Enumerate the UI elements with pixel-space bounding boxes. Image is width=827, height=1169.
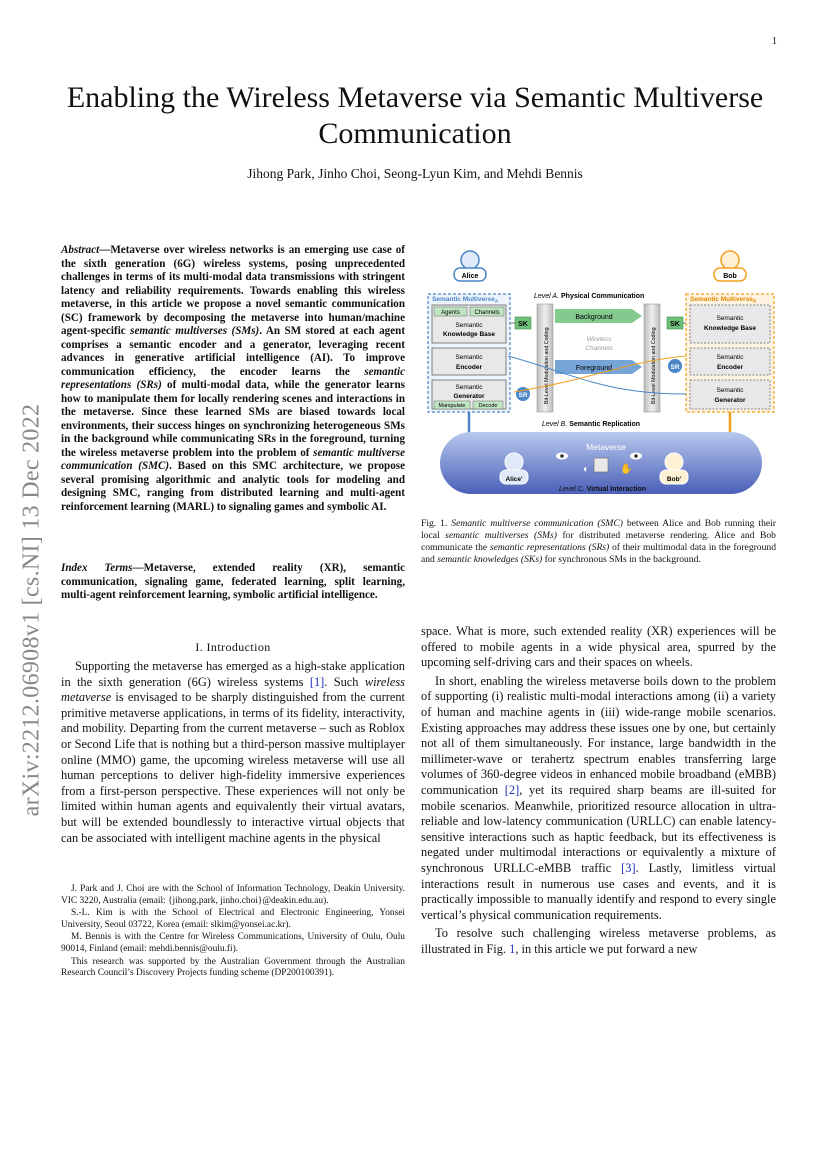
svg-text:SK: SK xyxy=(518,321,528,328)
svg-text:SR: SR xyxy=(518,392,528,399)
paragraph: space. What is more, such extended reality (XR) experiences will be offered to mobile agents in a wide physical area, spurred by the upcoming self-driving cars and their spaces on wheels. xyxy=(421,624,776,670)
gen-a-line2: Generator xyxy=(453,393,485,400)
gen-b-line1: Semantic xyxy=(716,387,744,394)
citation-link[interactable]: [2] xyxy=(504,782,520,797)
generator-b xyxy=(690,380,770,409)
enc-a-line1: Semantic xyxy=(455,354,483,361)
kb-a-line1: Semantic xyxy=(455,322,483,329)
svg-text:SK: SK xyxy=(670,321,680,328)
wireless-channels-line1: Wireless xyxy=(586,336,612,343)
gen-b-line2: Generator xyxy=(714,397,746,404)
decode-label: Decode xyxy=(478,403,498,409)
bob-prime-label: Bob' xyxy=(666,476,682,483)
semantic-multiverse-a-title: Semantic Multiverse$_A$ xyxy=(432,296,499,304)
figure-link[interactable]: 1 xyxy=(509,941,516,956)
kb-a-line2: Knowledge Base xyxy=(442,331,496,338)
footnote: M. Bennis is with the Centre for Wireless Communications, University of Oulu, Oulu 90014, Finland (email: mehdi.bennis@oulu.fi). xyxy=(61,932,405,954)
kb-b-line2: Knowledge Base xyxy=(703,325,757,332)
gen-a-line1: Semantic xyxy=(455,384,483,391)
citation-link[interactable]: [1] xyxy=(309,674,325,689)
abstract: Abstract—Metaverse over wireless networks is an emerging use case of the sixth generation (6G) wireless systems, posing unprecedented challenges in terms of its multi-modal data transmissions with stringent latency and reliability requirements. Towards enabling this wireless metaverse, in this article we propose a novel semantic communication (SC) framework by decomposing the metaverse into human/machine agent-specific semantic multiverses (SMs). An SM stored at each agent comprises a semantic encoder and a generator, leveraging recent advances in generative artificial intelligence (AI). To improve communication efficiency, the encoder learns the semantic representations (SRs) of multi-modal data, while the generator learns how to manipulate them for locally rendering scenes and interactions in the metaverse. Since these learned SMs are biased towards local environments, their success hinges on synchronizing heterogeneous SMs in the background while communicating SRs in the foreground, turning the wireless metaverse problem into the problem of semantic multiverse communication (SMC). Based on this SMC architecture, we propose several promising algorithmic and analytic tools for modeling and designing SMC, ranging from distributed learning and multi-agent reinforcement learning (MARL) to signaling games and symbolic AI. xyxy=(61,244,406,513)
figure-smc-diagram xyxy=(424,244,778,506)
hand-icon: ✋ xyxy=(620,464,633,475)
bob-label: Bob xyxy=(723,273,737,280)
eye-icon xyxy=(556,453,568,460)
alice-label: Alice xyxy=(461,273,479,280)
paragraph: To resolve such challenging wireless metaverse problems, as illustrated in Fig. 1, in this article we put forward a new xyxy=(421,926,776,956)
svg-text:Bit-Level Modulation and Codin: Bit-Level Modulation and Coding xyxy=(651,327,657,404)
ear-icon: ◖ xyxy=(582,464,589,475)
channels-label: Channels xyxy=(474,310,500,316)
right-column-body xyxy=(421,624,776,960)
alice-prime-label: Alice' xyxy=(505,476,523,483)
foreground-label: Foreground xyxy=(575,365,613,372)
level-b-label: Level B. Semantic Replication xyxy=(542,421,641,428)
page-number: 1 xyxy=(772,36,777,47)
kb-b-line1: Semantic xyxy=(716,315,744,322)
cube-object-icon xyxy=(594,458,608,472)
background-label: Background xyxy=(575,314,613,321)
svg-text:SR: SR xyxy=(670,364,680,371)
footnote: S.-L. Kim is with the School of Electrical and Electronic Engineering, Yonsei University, Seoul 03722, Korea (email: slkim@yonsei.ac.kr). xyxy=(61,908,405,930)
paper-title: Enabling the Wireless Metaverse via Semantic Multiverse Communication xyxy=(66,81,764,150)
wireless-channels-line2: Channels xyxy=(585,345,613,352)
enc-a-line2: Encoder xyxy=(455,364,483,371)
enc-b-line2: Encoder xyxy=(716,364,744,371)
introduction-paragraph: Supporting the metaverse has emerged as a high-stake application in the sixth generation (6G) wireless systems [1]. Such wireless metaverse is envisaged to be sharply distinguished from the current primitive metaverse applications, in terms of its fidelity, interactivity, and mobility. Departing from the current metaverse – such as Roblox or Second Life that is nothing but a third-person massive multiplayer online (MMO) game, the upcoming wireless metaverse will use all human perceptions to deliver high-fidelity immersive experiences from a first-person perspective. These experiences will not only be limited within human agents and equivalently their virtual avatars, but will be extended boundlessly to interactive virtual objects that can be associated with intelligent machine agents in the physical xyxy=(61,659,405,845)
footnote: This research was supported by the Australian Government through the Australian Research Council’s Discovery Projects funding scheme (DP200100391). xyxy=(61,956,405,979)
figure-caption: Fig. 1. Semantic multiverse communication (SMC) between Alice and Bob running their local semantic multiverses (SMs) for distributed metaverse rendering. Alice and Bob communicate the semantic representations (SRs) of their multimodal data in the foreground and semantic knowledges (SKs) for synchronous SMs in the background. xyxy=(421,518,776,565)
footnote: J. Park and J. Choi are with the School of Information Technology, Deakin University. VIC 3220, Australia (email: {jihong.park, jinho.choi}@deakin.edu.au). xyxy=(61,884,405,906)
paragraph: In short, enabling the wireless metaverse boils down to the problem of supporting (i) realistic multi-modal interactions among (ii) a variety of human and machine agents in (iii) wide-range mobile scenarios. Existing approaches may address these issues one by one, but certainly not all of them simultaneously. For instance, large bandwidth in the millimeter-wave or terahertz spectrum enables transferring large volumes of 360-degree videos in enhanced mobile broadband (eMBB) communication [2], yet its required sharp beams are ill-suited for mobile scenarios. Meanwhile, prioritized resource allocation in ultra-reliable and low-latency communication (URLLC) can enable latency-sensitive interactions such as haptic feedback, but its effectiveness is negated under multimodal interactions or equivalently a mixture of synchronous URLLC-eMBB traffic [3]. Lastly, limitless virtual interactions result in numerous use cases and events, and it is practically impossible to manually identify and respond to every single vertical’s physical communication requirements. xyxy=(421,673,776,922)
semantic-multiverse-b-title: Semantic Multiverse$_B$ xyxy=(690,296,757,304)
level-c-label: Level C. Virtual Interaction xyxy=(559,486,647,493)
agents-label: Agents xyxy=(441,310,460,316)
knowledge-base-b xyxy=(690,305,770,343)
manipulate-label: Manipulate xyxy=(438,403,466,409)
level-a-label: Level A. Physical Communication xyxy=(534,293,645,300)
metaverse-label: Metaverse xyxy=(586,442,626,452)
footnotes xyxy=(61,884,405,981)
citation-link[interactable]: [3] xyxy=(621,860,636,875)
section-heading-introduction: I. Introduction xyxy=(195,640,271,654)
arxiv-stamp: arXiv:2212.06908v1 [cs.NI] 13 Dec 2022 xyxy=(18,403,45,817)
enc-b-line1: Semantic xyxy=(716,354,744,361)
paper-authors: Jihong Park, Jinho Choi, Seong-Lyun Kim, and Mehdi Bennis xyxy=(247,166,583,181)
svg-text:Bit-Level Modulation and Codin: Bit-Level Modulation and Coding xyxy=(544,327,550,404)
index-terms: Index Terms—Metaverse, extended reality (XR), semantic communication, signaling game, federated learning, split learning, multi-agent reinforcement learning, symbolic artificial intelligence. xyxy=(61,562,405,601)
eye-icon xyxy=(630,453,642,460)
